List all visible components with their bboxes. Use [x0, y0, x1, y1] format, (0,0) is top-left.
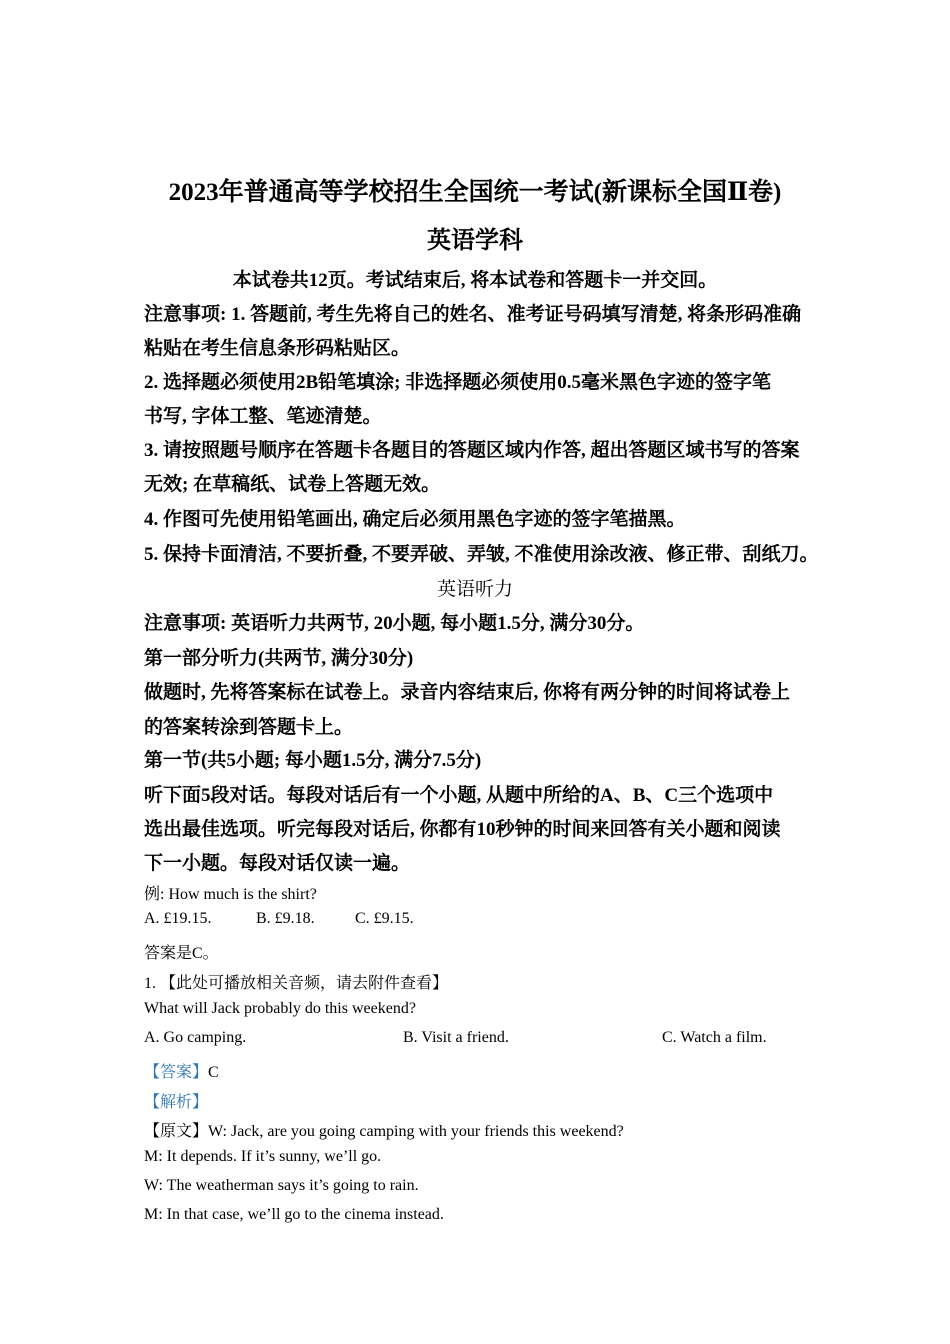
analysis-tag: 【解析】 [144, 1094, 209, 1111]
q1-audio-note: 1. 【此处可播放相关音频，请去附件查看】 [144, 975, 449, 992]
instruction-line-1: 做题时, 先将答案标在试卷上。录音内容结束后, 你将有两分钟的时间将试卷上 [144, 682, 791, 703]
subject-title: 英语学科 [427, 228, 523, 254]
notes-line-4: 书写, 字体工整、笔迹清楚。 [144, 406, 382, 427]
q1-answer [144, 1059, 219, 1082]
q1-options [144, 1029, 767, 1047]
section1-heading: 第一节(共5小题; 每小题1.5分, 满分7.5分) [144, 750, 482, 771]
example-option-c: C. £9.15. [355, 910, 414, 927]
example-options [144, 910, 414, 928]
notes-line-3: 2. 选择题必须使用2B铅笔填涂; 非选择题必须使用0.5毫米黑色字迹的签字笔 [144, 372, 772, 393]
directions-line-1: 听下面5段对话。每段对话后有一个小题, 从题中所给的A、B、C三个选项中 [144, 785, 774, 806]
instruction-line-2: 的答案转涂到答题卡上。 [144, 717, 354, 738]
notes-line-5: 3. 请按照题号顺序在答题卡各题目的答题区域内作答, 超出答题区域书写的答案 [144, 440, 800, 461]
q1-option-a: A. Go camping. [144, 1029, 247, 1046]
exam-title: 2023年普通高等学校招生全国统一考试(新课标全国Ⅱ卷) [168, 179, 782, 206]
notes-line-8: 5. 保持卡面清洁, 不要折叠, 不要弄破、弄皱, 不准使用涂改液、修正带、刮纸刀。 [144, 544, 819, 565]
intro-text: 本试卷共12页。考试结束后, 将本试卷和答题卡一并交回。 [232, 270, 718, 291]
transcript-text-1: W: Jack, are you going camping with your friends this weekend? [208, 1123, 624, 1140]
example-question: 例: How much is the shirt? [144, 886, 317, 903]
transcript-line-2: M: It depends. If it’s sunny, we’ll go. [144, 1148, 382, 1165]
listening-heading: 英语听力 [436, 579, 513, 600]
example-option-a: A. £19.15. [144, 910, 212, 927]
example-option-b: B. £9.18. [256, 910, 315, 927]
listening-notice: 注意事项: 英语听力共两节, 20小题, 每小题1.5分, 满分30分。 [144, 613, 645, 634]
transcript-line-3: W: The weatherman says it’s going to rain. [144, 1177, 419, 1194]
notes-line-7: 4. 作图可先使用铅笔画出, 确定后必须用黑色字迹的签字笔描黑。 [144, 509, 686, 530]
notes-line-6: 无效; 在草稿纸、试卷上答题无效。 [144, 474, 441, 495]
transcript-line-4: M: In that case, we’ll go to the cinema instead. [144, 1206, 444, 1223]
part1-heading: 第一部分听力(共两节, 满分30分) [144, 648, 414, 669]
original-tag: 【原文】 [144, 1123, 209, 1140]
directions-line-3: 下一小题。每段对话仅读一遍。 [144, 853, 411, 874]
notes-line-1: 注意事项: 1. 答题前, 考生先将自己的姓名、准考证号码填写清楚, 将条形码准确 [144, 304, 802, 325]
q1-question: What will Jack probably do this weekend? [144, 1000, 416, 1017]
answer-tag: 【答案】 [144, 1064, 209, 1081]
q1-option-b: B. Visit a friend. [403, 1029, 509, 1046]
example-answer: 答案是C。 [144, 945, 219, 962]
notes-line-2: 粘贴在考生信息条形码粘贴区。 [144, 338, 411, 359]
q1-option-c: C. Watch a film. [662, 1029, 767, 1046]
directions-line-2: 选出最佳选项。听完每段对话后, 你都有10秒钟的时间来回答有关小题和阅读 [144, 819, 781, 840]
answer-value: C [208, 1064, 219, 1081]
transcript-line-1 [144, 1118, 624, 1141]
